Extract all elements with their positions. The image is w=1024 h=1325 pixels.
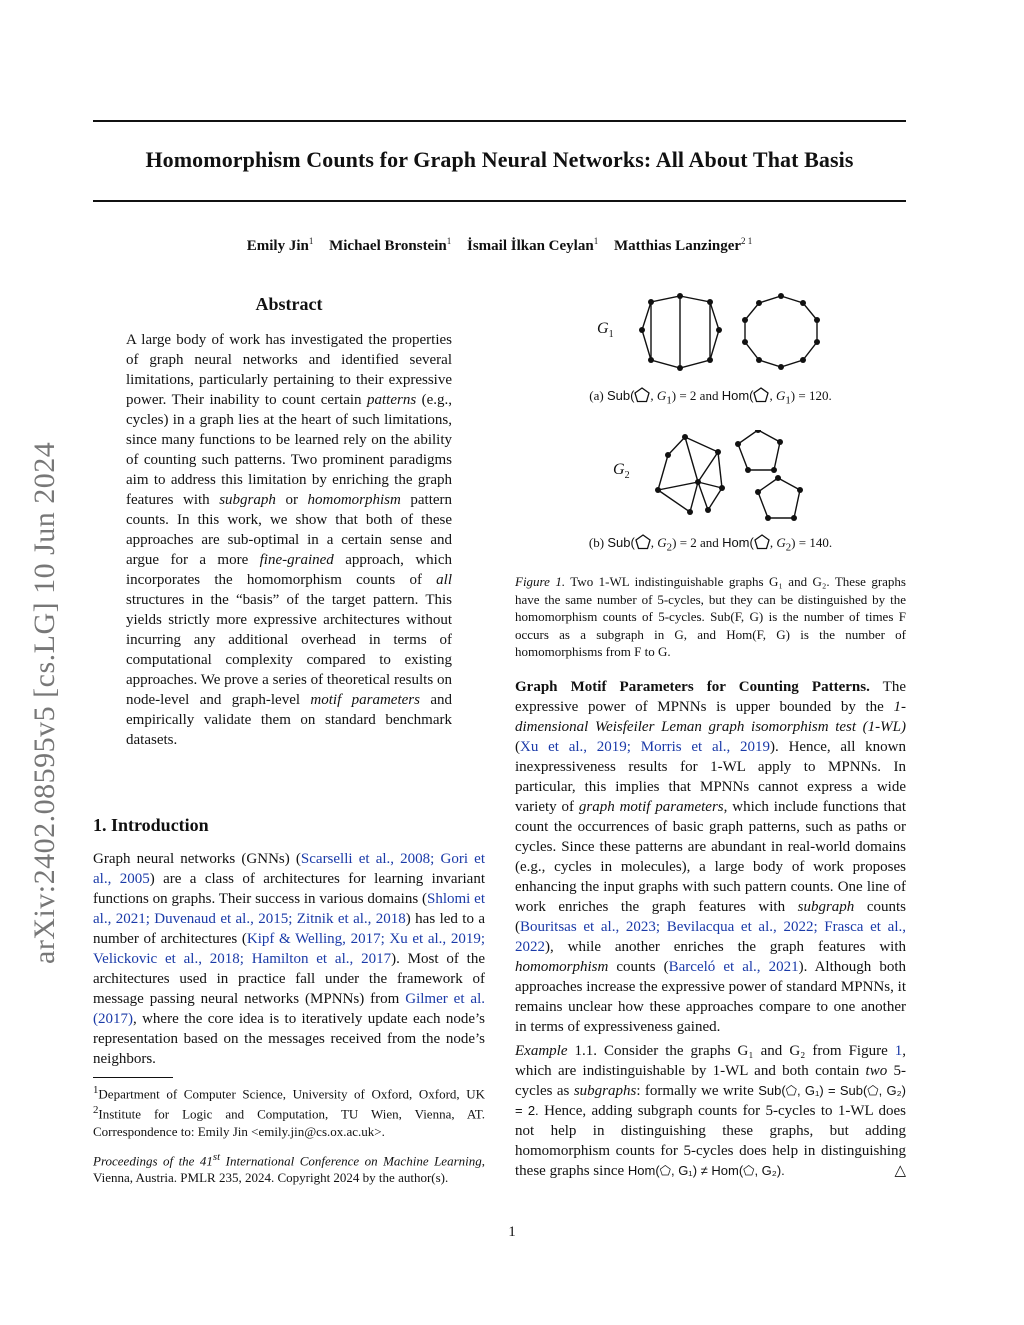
pentagon-icon xyxy=(635,534,651,550)
page-number: 1 xyxy=(508,1224,516,1240)
citation-link[interactable]: Shlomi et al., 2021; Duvenaud et al., 2015; Zitnik et al., 2018 xyxy=(93,891,485,927)
citation-link[interactable]: Barceló et al., 2021 xyxy=(668,959,799,975)
pentagon-icon xyxy=(634,387,650,403)
pentagon-icon xyxy=(754,534,770,550)
abstract-text: A large body of work has investigated the properties of graph neural networks and identified several limitations, particularly pertaining to their expressive power. Their inability to count certain patterns (e.g., cycles) in a graph lies at the heart of such limitations, since many functions to be learned rely on the ability of counting such patterns. Two prominent paradigms aim to address this limitation by enriching the graph features with subgraph or homomorphism pattern counts. In this work, we show that both of these approaches are sub-optimal in a certain sense and argue for a more fine-grained approach, which incorporates the homomorphism counts of all structures in the “basis” of the target pattern. This yields strictly more expressive architectures without incurring any additional overhead in terms of computational complexity compared to existing approaches. We prove a series of theoretical results on node-level and graph-level motif parameters and empirically validate them on standard benchmark datasets. xyxy=(126,332,453,748)
figure-ref-link[interactable]: 1 xyxy=(894,1043,903,1059)
author: Michael Bronstein$^1$ xyxy=(329,236,452,254)
graph-g2-figure xyxy=(650,430,820,525)
author: Emily Jin$^1$ xyxy=(246,236,314,254)
citation-link[interactable]: Kipf & Welling, 2017; Xu et al., 2019; Velickovic et al., 2018; Hamilton et al., 2017 xyxy=(93,931,485,967)
footnote-rule xyxy=(93,1077,173,1078)
proceedings-note: Proceedings of the 41st International Conference on Machine Learning, Vienna, Austria. PMLR 235, 2024. Copyright 2024 by the author(s). xyxy=(93,1151,485,1186)
example-block: Example 1.1. Consider the graphs G₁ and G₂ from Figure 1, which are indistinguishable by 1-WL and both contain two 5-cycles as subgraphs: formally we write Sub(⬠, G₁) = Sub(⬠, G₂) = 2. Hence, adding subgraph counts for 5-cycles to 1-WL does not help in distinguishing these graphs, but adding homomorphism counts for 5-cycles does help in distinguishing these graphs since Hom(⬠, G₁) ≠ Hom(⬠, G₂). △ xyxy=(515,1043,907,1179)
author: İsmail İlkan Ceylan$^1$ xyxy=(466,236,599,254)
graph-g1-label: $G_1$ xyxy=(597,320,614,341)
citation-link[interactable]: Xu et al., 2019; Morris et al., 2019 xyxy=(520,739,771,755)
citation-link[interactable]: Scarselli et al., 2008; Gori et al., 2005 xyxy=(93,851,485,887)
arxiv-identifier: arXiv:2402.08595v5 [cs.LG] 10 Jun 2024 xyxy=(28,441,61,964)
intro-heading: 1. Introduction xyxy=(93,815,209,835)
title-bottom-rule xyxy=(93,200,906,202)
title-top-rule xyxy=(93,120,906,122)
author: Matthias Lanzinger$^{2 1}$ xyxy=(613,236,753,254)
paper-title: Homomorphism Counts for Graph Neural Networks: All About That Basis xyxy=(145,147,854,172)
citation-link[interactable]: Bouritsas et al., 2023; Bevilacqua et al., 2022; Frasca et al., 2022 xyxy=(515,919,906,955)
end-of-example-mark: △ xyxy=(894,1163,906,1179)
subcaption-a: (a) Sub( , $G_1) = 2$ and Hom( , $G_1) = 120$. xyxy=(589,388,832,407)
pentagon-icon xyxy=(753,387,769,403)
subcaption-b: (b) Sub( , $G_2) = 2$ and Hom( , $G_2) = 140$. xyxy=(588,535,833,554)
intro-text: Graph neural networks (GNNs) (Scarselli et al., 2008; Gori et al., 2005) are a class of architectures for learning invariant functions on graphs. Their success in various domains (Shlomi et al., 2021; Duvenaud et al., 2015; Zitnik et al., 2018) has led to a number of architectures (Kipf & Welling, 2017; Xu et al., 2019; Velickovic et al., 2018; Hamilton et al., 2017). Most of the architectures used in practice fall under the framework of message passing neural networks (MPNNs) from Gilmer et al. (2017), where the core idea is to iteratively update each node’s representation based on the messages received from the node’s neighbors. xyxy=(93,851,485,1067)
abstract-heading: Abstract xyxy=(255,294,323,314)
affiliation-footnote: $^1$Department of Computer Science, University of Oxford, Oxford, UK $^2$Institute for Logic and Computation, TU Wien, Vienna, AT. Correspondence to: Emily Jin <emily.jin@cs.ox.ac.uk>. xyxy=(93,1084,485,1139)
figure-caption: Figure 1. Two 1-WL indistinguishable graphs G₁ and G₂. These graphs have the same number of 5-cycles, but they can be distinguished by the homomorphism counts of 5-cycles. Sub(F, G) is the number of times F occurs as a subgraph in G, and Hom(F, G) is the number of homomorphisms from F to G. xyxy=(515,574,906,659)
graph-g1-figure xyxy=(635,290,835,375)
citation-link[interactable]: Gilmer et al. (2017) xyxy=(93,991,485,1027)
author-list xyxy=(93,238,906,255)
motif-section-text: Graph Motif Parameters for Counting Patterns. The expressive power of MPNNs is upper bounded by the 1-dimensional Weisfeiler Leman graph isomorphism test (1-WL) (Xu et al., 2019; Morris et al., 2019). Hence, all known inexpressiveness results for 1-WL apply to MPNNs. In particular, this implies that MPNNs cannot express a wide variety of graph motif parameters, which include functions that count the occurrences of basic graph patterns, such as paths or cycles. Since these patterns are abundant in real-world domains (e.g., cycles in molecules), a large body of work proposes enhancing the input graphs with such pattern counts. One line of work enriches the graph features with subgraph counts (Bouritsas et al., 2023; Bevilacqua et al., 2022; Frasca et al., 2022), while another enriches the graph features with homomorphism counts (Barceló et al., 2021). Although both approaches increase the expressive power of standard MPNNs, it remains unclear how these approaches compare to one another in terms of expressiveness gained. Example 1.1. Consider the graphs G₁ and G₂ from Figure 1, which are indistinguishable by 1-WL and both contain two 5-cycles as subgraphs: formally we write Sub(⬠, G₁) = Sub(⬠, G₂) = 2. Hence, adding subgraph counts for 5-cycles to 1-WL does not help in distinguishing these graphs, but adding homomorphism counts for 5-cycles does help in distinguishing these graphs since Hom(⬠, G₁) ≠ Hom(⬠, G₂). △ xyxy=(515,679,907,1179)
graph-g2-label: $G_2$ xyxy=(613,461,630,482)
